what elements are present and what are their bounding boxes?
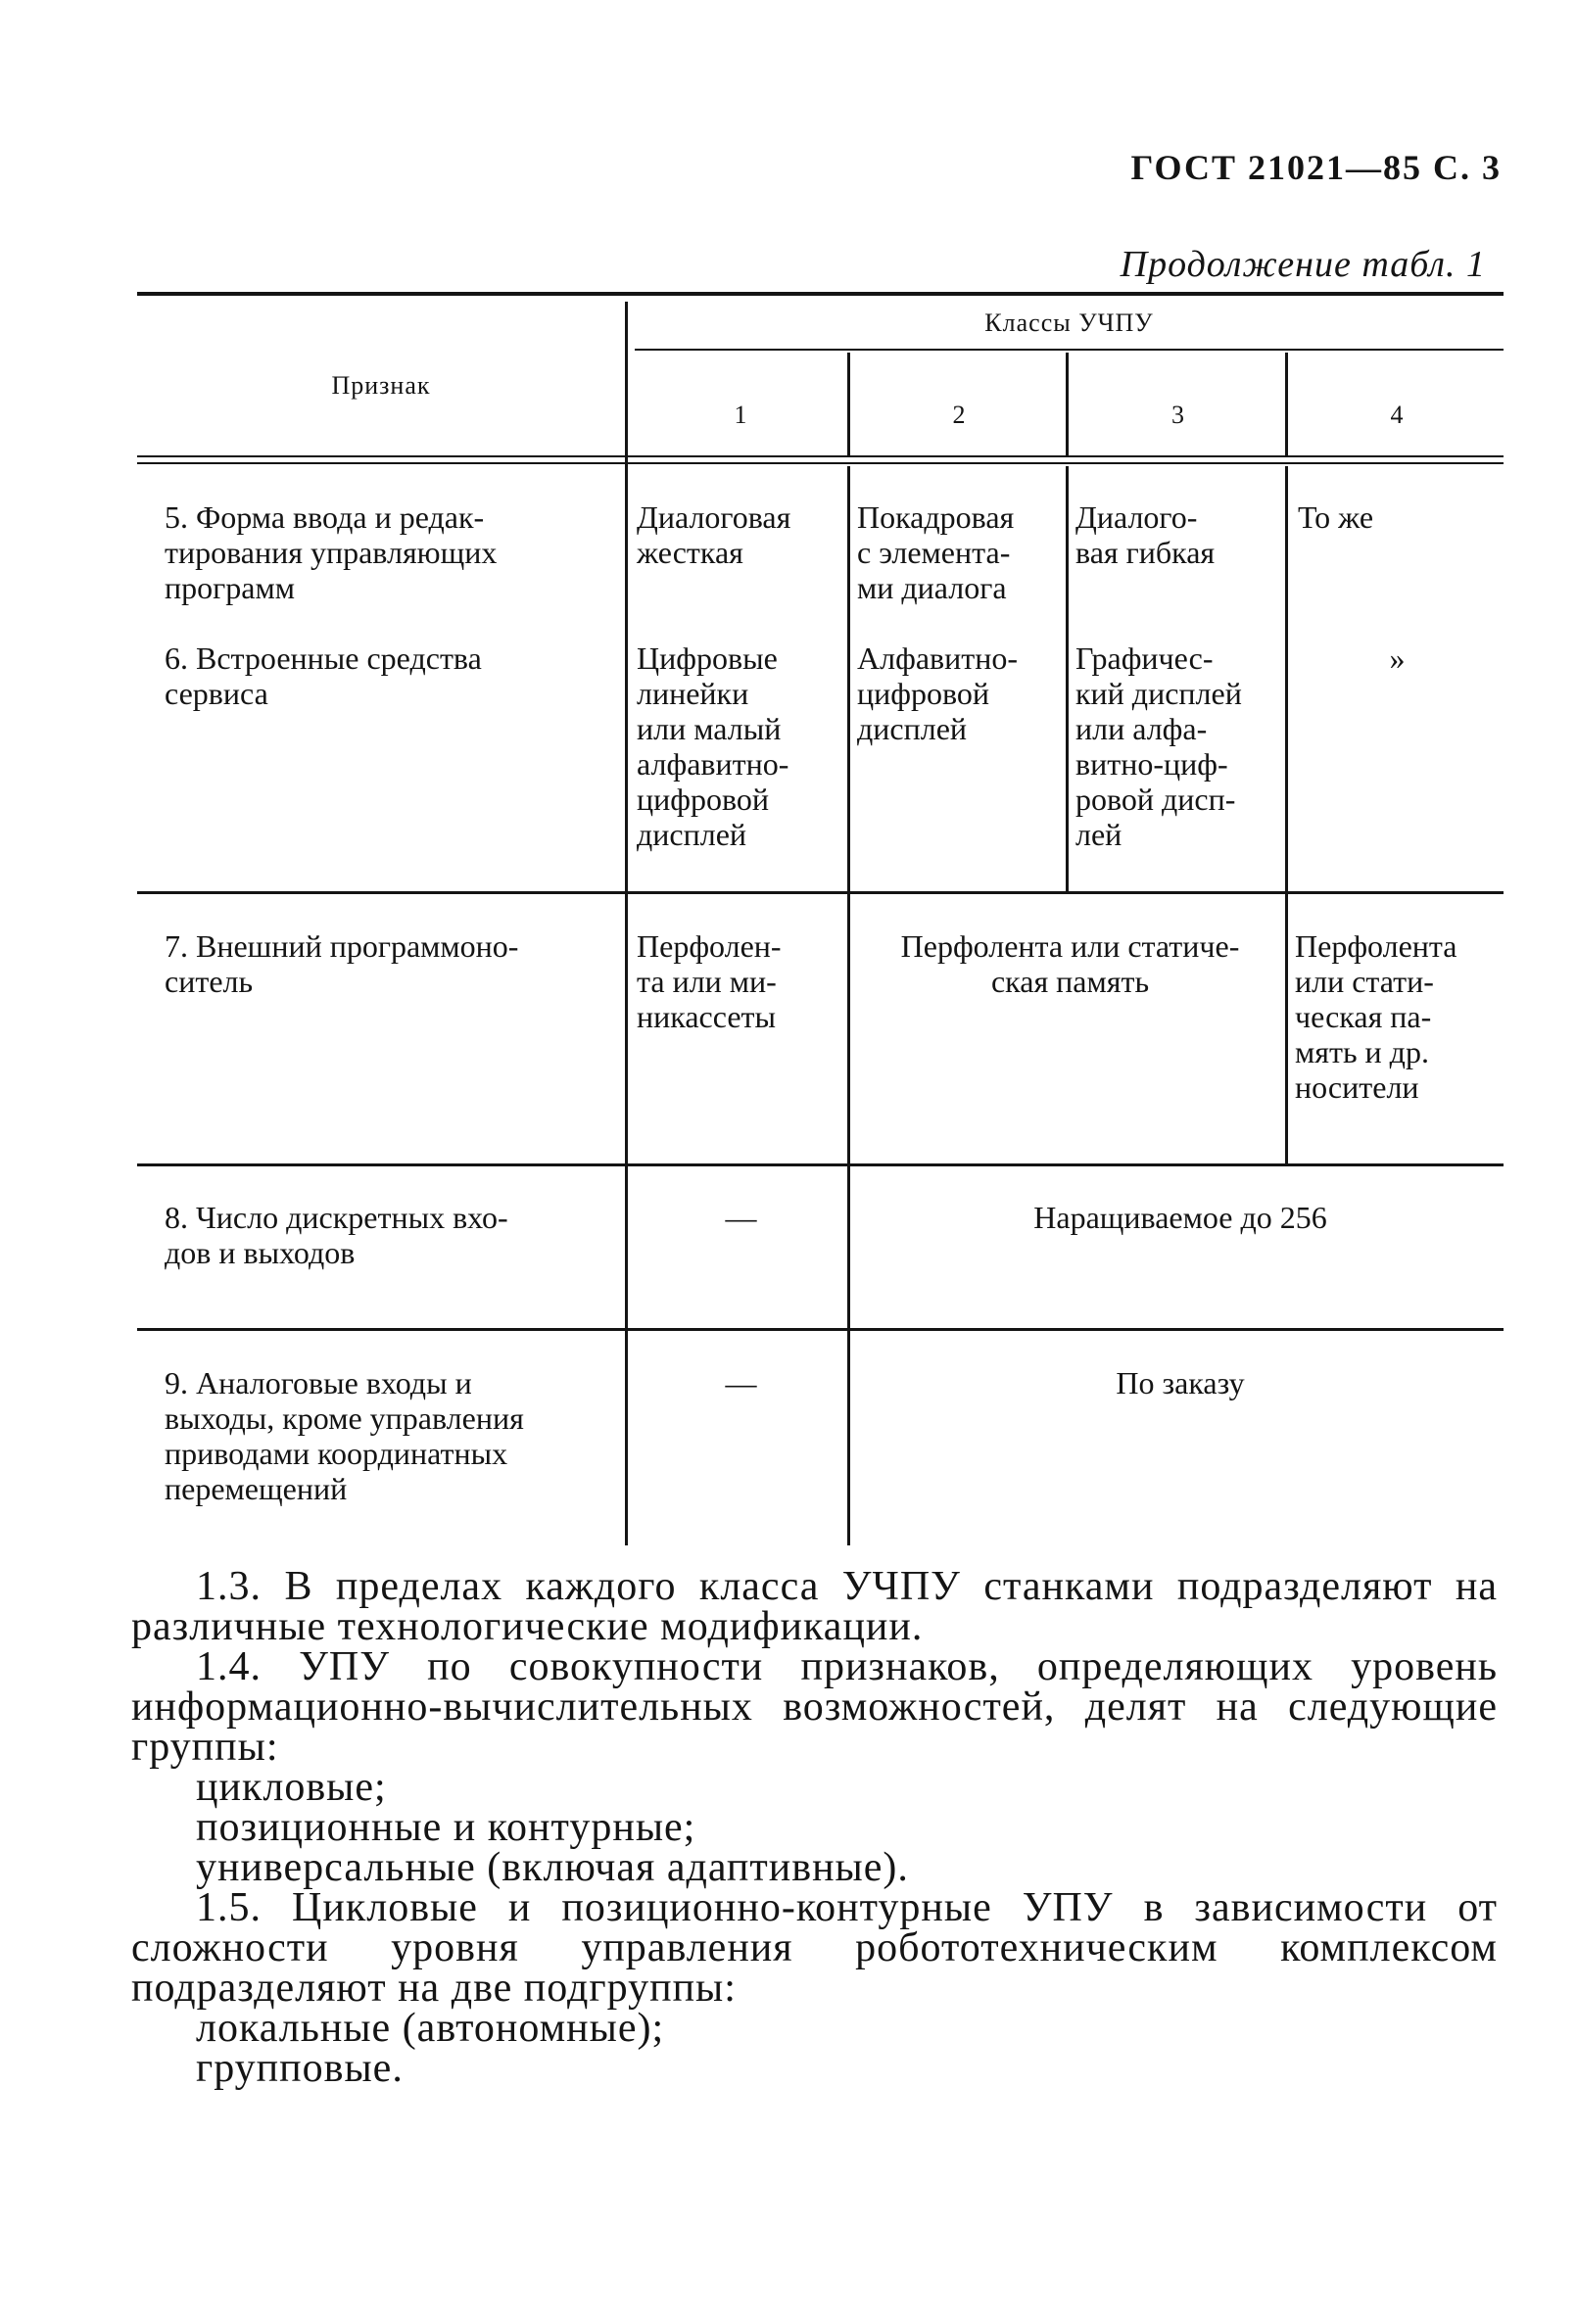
- row6-feature: 6. Встроенные средства сервиса: [165, 640, 482, 711]
- row-rule-8: [137, 1163, 1504, 1166]
- list-item: универсальные (включая адаптивные).: [196, 1845, 909, 1890]
- list-item: позиционные и контурные;: [196, 1805, 696, 1850]
- row5-class4: То же: [1298, 499, 1374, 535]
- list-item: локальные (автономные);: [196, 2006, 665, 2051]
- row6-class1: Цифровые линейки или малый алфавитно- цифровой дисплей: [637, 640, 789, 852]
- col-rule-r9: [847, 1331, 850, 1545]
- col-rule-b1: [847, 466, 850, 891]
- list-item: цикловые;: [196, 1765, 387, 1810]
- row-rule-9: [137, 1328, 1504, 1331]
- row8-feature: 8. Число дискретных вхо- дов и выходов: [165, 1200, 508, 1270]
- row7-feature: 7. Внешний программоно- ситель: [165, 928, 519, 999]
- row5-class1: Диалоговая жесткая: [637, 499, 791, 570]
- row-rule-7: [137, 891, 1504, 894]
- body-text: [131, 1564, 1498, 2091]
- table-caption: Продолжение табл. 1: [1120, 244, 1486, 285]
- table-top-rule: [137, 292, 1504, 296]
- header-rule-2: [137, 462, 1504, 464]
- class-number-3: 3: [1171, 401, 1185, 429]
- col-rule-r7b: [1285, 894, 1288, 1163]
- col-rule-b3: [1285, 466, 1288, 891]
- row9-feature: 9. Аналоговые входы и выходы, кроме управления приводами координатных перемещений: [165, 1365, 524, 1506]
- col-rule-r7a: [847, 894, 850, 1163]
- row6-class3: Графичес- кий дисплей или алфа- витно-циф- ровой дисп- лей: [1075, 640, 1242, 852]
- row7-class4: Перфолента или стати- ческая па- мять и др. носители: [1295, 928, 1457, 1105]
- row7-class2-3: Перфолента или статиче- ская память: [900, 928, 1240, 999]
- row8-class1: —: [725, 1200, 757, 1235]
- header-classes: Классы УЧПУ: [984, 308, 1154, 337]
- header-feature: Признак: [331, 371, 431, 400]
- classes-sub-rule: [635, 349, 1504, 351]
- row5-feature: 5. Форма ввода и редак- тирования управляющих программ: [165, 499, 498, 605]
- col-rule-b2: [1066, 466, 1069, 891]
- classification-table: [137, 292, 1504, 1545]
- col-rule-r8: [847, 1166, 850, 1328]
- class-number-2: 2: [952, 401, 967, 429]
- row8-class2-4: Наращиваемое до 256: [1033, 1200, 1327, 1235]
- row9-class2-4: По заказу: [1116, 1365, 1245, 1400]
- header-rule-1: [137, 455, 1504, 457]
- row5-class2: Покадровая с элемента- ми диалога: [857, 499, 1015, 605]
- class-number-4: 4: [1390, 401, 1405, 429]
- paragraph-1-3: 1.3. В пределах каждого класса УЧПУ станками подразделяют на различные технологические модификации.: [131, 1564, 1498, 1649]
- col-rule-feature: [625, 302, 628, 1545]
- list-item: групповые.: [196, 2046, 404, 2091]
- row6-class2: Алфавитно- цифровой дисплей: [857, 640, 1019, 746]
- col-rule-h2: [1066, 353, 1069, 455]
- row6-class4: »: [1389, 640, 1406, 676]
- col-rule-h3: [1285, 353, 1288, 455]
- page-header: ГОСТ 21021—85 С. 3: [1130, 148, 1502, 187]
- col-rule-h1: [847, 353, 850, 455]
- row7-class1: Перфолен- та или ми- никассеты: [637, 928, 782, 1034]
- row5-class3: Диалого- вая гибкая: [1075, 499, 1216, 570]
- class-number-1: 1: [734, 401, 748, 429]
- row9-class1: —: [725, 1365, 757, 1400]
- paragraph-1-5: 1.5. Цикловые и позиционно-контурные УПУ в зависимости от сложности уровня управления робототехническим комплексом подразделяют на две подгруппы:: [131, 1885, 1498, 2011]
- paragraph-1-4: 1.4. УПУ по совокупности признаков, определяющих уровень информационно-вычислительных возможностей, делят на следующие группы:: [131, 1644, 1498, 1770]
